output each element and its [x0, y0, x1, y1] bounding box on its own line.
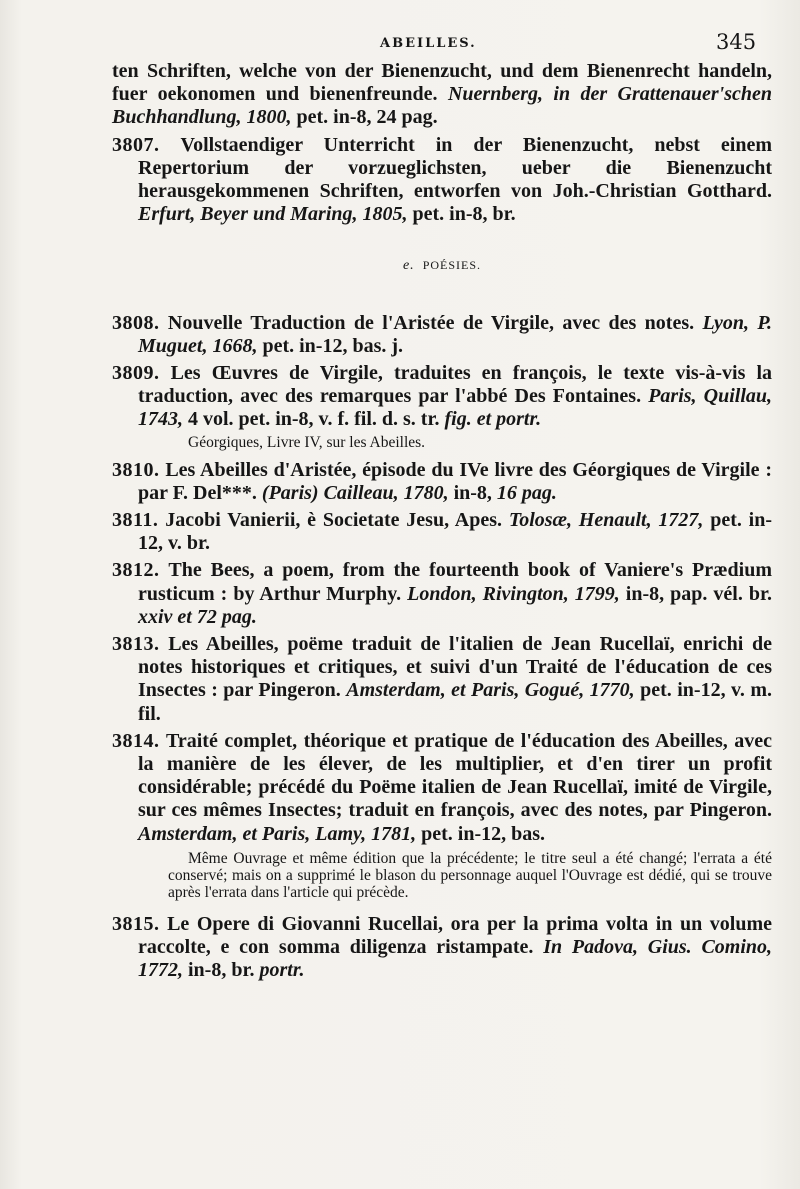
entry-number: 3808.: [112, 311, 160, 334]
entry-details: 4 vol. pet. in-8, v. f. fil. d. s. tr.: [188, 408, 440, 431]
running-head: ABEILLES.: [380, 36, 477, 51]
section-letter: e.: [402, 258, 415, 274]
entry-imprint: Nuernberg, in der Grattenauer'schen Buchhandlung, 1800,: [112, 83, 773, 129]
entry-details: in-8, pap. vél. br.: [625, 582, 773, 605]
entry-number: 3815.: [112, 912, 160, 935]
entry-extra: xxiv et 72 pag.: [138, 605, 257, 628]
entry-extra: fig. et portr.: [444, 408, 542, 431]
entry-title: ten Schriften, welche von der Bienenzucht, und dem Bienenrecht handeln, fuer oekonomen und bienenfreunde.: [112, 60, 772, 106]
entry-imprint: Lyon, P. Muguet, 1668,: [138, 311, 773, 357]
entry-title: Les Abeilles d'Aristée, épisode du IVe livre des Géorgiques de Virgile : par F. Del***.: [138, 458, 772, 504]
entry-title: Vollstaendiger Unterricht in der Bienenzucht, nebst einem Repertorium der vorzueglichsten, ueber die Bienenzucht herausgekommenen Schriften, entworfen von Joh.-Christian Gotthard.: [138, 133, 772, 203]
entry-number: 3810.: [112, 458, 160, 481]
entry-note: Géorgiques, Livre IV, sur les Abeilles.: [188, 433, 426, 451]
entry-number: 3814.: [112, 729, 160, 752]
entry-extra: 16 pag.: [496, 481, 557, 504]
entry-imprint: Amsterdam, et Paris, Gogué, 1770,: [346, 679, 635, 702]
entry-title: Traité complet, théorique et pratique de l'éducation des Abeilles, avec la manière de les élever, de les multiplier, et d'en tirer un profit considérable; précédé du Poëme italien de Jean Rucellaï, imité de Virgile, sur ces mêmes Insectes; traduit en françois, avec des notes, par Pingeron.: [138, 729, 772, 822]
entry-number: 3812.: [112, 559, 160, 582]
entry-details: pet. in-12, v. m. fil.: [138, 679, 773, 725]
entry-number: 3809.: [112, 362, 160, 385]
page-number: 345: [716, 30, 757, 54]
entry-imprint: London, Rivington, 1799,: [407, 582, 620, 605]
entry-title: The Bees, a poem, from the fourteenth book of Vaniere's Prædium rusticum : by Arthur Murphy.: [138, 559, 773, 605]
entry-3815: [112, 912, 773, 983]
entry-details: pet. in-12, bas. j.: [262, 334, 404, 357]
entry-details: pet. in-12, v. br.: [138, 509, 773, 555]
entry-imprint: Erfurt, Beyer und Maring, 1805,: [138, 203, 408, 226]
entry-title: Le Opere di Giovanni Rucellai, ora per la prima volta in un volume raccolte, e con somma diligenza ristampate.: [138, 912, 773, 959]
section-heading: [112, 254, 772, 277]
entry-3813: [112, 633, 773, 726]
entry-imprint: Amsterdam, et Paris, Lamy, 1781,: [138, 822, 417, 845]
entry-number: 3813.: [112, 633, 160, 656]
entry-imprint: Paris, Quillau, 1743,: [138, 385, 772, 431]
section-label: POÉSIES.: [422, 258, 482, 273]
catalogue-text: [112, 60, 772, 983]
entry-note: Même Ouvrage et même édition que la précédente; le titre seul a été changé; l'errata a été conservé; mais on a supprimé le blason du personnage auquel l'Ouvrage est dédié, qui se trouve après l'errata dans l'article qui précède.: [168, 849, 772, 901]
entry-3811: [112, 509, 773, 555]
entry-continuation: [112, 60, 772, 130]
entry-3812: [112, 559, 773, 629]
page-header: [0, 30, 800, 54]
entry-3807: [112, 133, 772, 227]
entry-details: in-8, br.: [188, 959, 255, 982]
entry-3809: [112, 362, 772, 432]
entry-3814: [112, 729, 772, 846]
entry-details: in-8,: [453, 481, 492, 504]
entry-details: pet. in-8, 24 pag.: [296, 106, 438, 129]
entry-extra: portr.: [259, 959, 305, 982]
entry-title: Les Œuvres de Virgile, traduites en françois, le texte vis-à-vis la traduction, avec des remarques par l'abbé Des Fontaines.: [138, 362, 772, 408]
entry-details: pet. in-8, br.: [412, 203, 516, 226]
entry-details: pet. in-12, bas.: [421, 822, 546, 845]
entry-imprint: In Padova, Gius. Comino, 1772,: [138, 936, 773, 982]
entry-3808: [112, 311, 773, 358]
entry-number: 3811.: [112, 509, 159, 532]
entry-title: Nouvelle Traduction de l'Aristée de Virgile, avec des notes.: [167, 311, 695, 334]
entry-title: Les Abeilles, poëme traduit de l'italien de Jean Rucellaï, enrichi de notes historiques et critiques, et suivi d'un Traité de l'éducation de ces Insectes : par Pingeron.: [138, 633, 772, 702]
entry-3810: [112, 458, 772, 505]
entry-number: 3807.: [112, 133, 160, 156]
entry-imprint: Tolosæ, Henault, 1727,: [508, 509, 704, 532]
entry-title: Jacobi Vanierii, è Societate Jesu, Apes.: [165, 509, 503, 532]
entry-imprint: (Paris) Cailleau, 1780,: [261, 481, 449, 504]
